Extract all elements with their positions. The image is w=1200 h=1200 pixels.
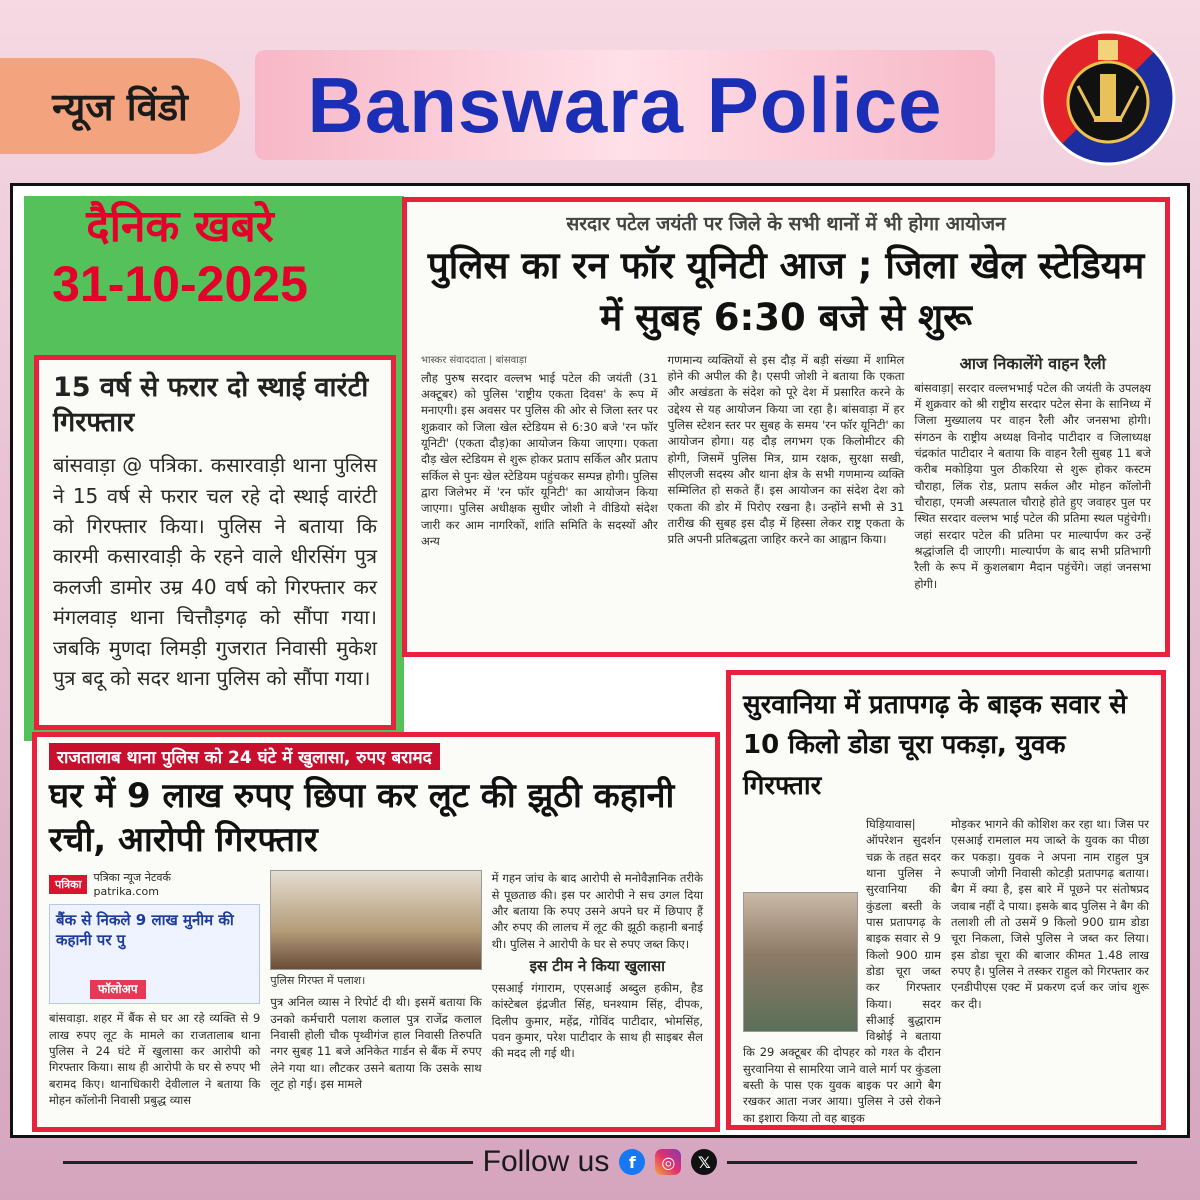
- inset-headline: बैंक से निकले 9 लाख मुनीम की कहानी पर पु: [56, 911, 234, 949]
- footer-divider-left: [63, 1161, 473, 1164]
- accused-photo: [743, 892, 858, 1032]
- clip-run-for-unity: [402, 197, 1170, 657]
- clip4-kicker: राजतालाब थाना पुलिस को 24 घंटे में खुलासा, रुपए बरामद: [49, 743, 440, 770]
- clip3-col1: घिड़ियावास| ऑपरेशन सुदर्शन चक्र के तहत सदर थाना पुलिस ने सुरवानिया की कुंडला बस्ती के पास प्रतापगढ़ के बाइक सवार से 9 किलो 900 ग्राम डोडा चूरा जब्त कर गिरफ्तार किया। सदर सीआई बुद्धाराम विश्नोई ने बताया कि 29 अक्टूबर की दोपहर को गश्त के दौरान सुरवानिया से सामरिया जाने वाले मार्ग पर कुंडला बस्ती के पास एक युवक बाइक पर आगे बैग रखकर आता नजर आया। पुलिस ने उसे रोकने का इशारा किया तो वह बाइक: [743, 816, 941, 1125]
- clip2-kicker: सरदार पटेल जयंती पर जिले के सभी थानों में भी होगा आयोजन: [566, 213, 1006, 235]
- clip3-headline: सुरवानिया में प्रतापगढ़ के बाइक सवार से 10 किलो डोडा चूरा पकड़ा, युवक गिरफ्तार: [743, 690, 1127, 801]
- news-date: 31-10-2025: [52, 256, 308, 312]
- clip-doda-chura-seizure: [726, 670, 1166, 1130]
- clip2-col1: लौह पुरुष सरदार वल्लभ भाई पटेल की जयंती (31 अक्टूबर) को पुलिस 'राष्ट्रीय एकता दिवस' के रूप में मनाएगी। इस अवसर पर पुलिस की ओर से जिला स्तर पर शुक्रवार को जिला खेल स्टेडियम से 6:30 बजे 'रन फॉर यूनिटी' (एकता दौड़)का आयोजन किया जाएगा। एकता दौड़ खेल स्टेडियम से शुरू होकर प्रताप सर्किल और प्रताप सर्किल से पुनः खेल स्टेडियम पहुंचकर सम्पन्न होगी। पुलिस द्वारा जिलेभर में 'रन फॉर यूनिटी' का आयोजन किया जाएगा। पुलिस अधीक्षक सुधीर जोशी ने वीडियो संदेश जारी कर आम नागरिकों, शांति समिति के सदस्यों और अन्य: [421, 370, 658, 548]
- followup-tag: फॉलोअप: [90, 980, 146, 1000]
- clip2-side-headline: आज निकालेंगे वाहन रैली: [959, 353, 1106, 373]
- patrika-badge: पत्रिका: [49, 875, 87, 894]
- news-window-tag: न्यूज विंडो: [0, 58, 240, 154]
- clip2-byline: भास्कर संवाददाता | बांसवाड़ा: [421, 354, 527, 366]
- x-icon[interactable]: 𝕏: [691, 1149, 717, 1175]
- follow-us-label: Follow us: [482, 1145, 610, 1178]
- daily-news-title: दैनिक खबरे: [86, 201, 274, 252]
- team-headline: इस टीम ने किया खुलासा: [529, 957, 666, 976]
- clip3-col2: मोड़कर भागने की कोशिश कर रहा था। जिस पर एसआई रामलाल मय जाब्ते के युवक का पीछा कर पकड़ा। युवक ने अपना नाम राहुल पुत्र रूपाजी जोगी निवासी कोटड़ी प्रतापगढ़ बताया। बैग में क्या है, इस बारे में पूछने पर संतोषप्रद जवाब नहीं दे पाया। इसके बाद पुलिस ने बैग की तलाशी ली तो उसमें 9 किलो 900 ग्राम डोडा चूरा निकला, जिसे पुलिस ने जब्त कर लिया। इस डोडा चूरा की बाजार कीमत 1.48 लाख रुपए है। पुलिस ने तस्कर राहुल को गिरफ्तार कर एनडीपीएस एक्ट में प्रकरण दर्ज कर जांच शुरू कर दी।: [951, 816, 1149, 1011]
- patrika-site: patrika.com: [93, 885, 159, 899]
- arrest-photo: [270, 870, 481, 970]
- facebook-icon[interactable]: f: [619, 1149, 645, 1175]
- clip1-body: बांसवाड़ा @ पत्रिका. कसारवाड़ी थाना पुलिस ने 15 वर्ष से फरार चल रहे दो स्थाई वारंटी को गिरफ्तार किया। पुलिस ने बताया कि कारमी कसारवाड़ी के रहने वाले धीरसिंग पुत्र कलजी डामोर उम्र 40 वर्ष को गिरफ्तार कर मंगलवाड़ थाना चित्तौड़गढ़ को सौंपा गया। जबकि मुणदा लिमड़ी गुजरात निवासी मुकेश पुत्र बदू को सदर थाना पुलिस को सौंपा गया।: [53, 453, 377, 690]
- date-heading: [40, 201, 320, 312]
- clip4-team: एसआई गंगाराम, एएसआई अब्दुल हकीम, हैड कांस्टेबल इंद्रजीत सिंह, घनश्याम सिंह, दीपक, दिलीप कुमार, महेंद्र, गोविंद पाटीदार, भोमसिंह, पवन कुमार, परेश पाटीदार के साथ ही साइबर सैल की मदद ली गई थी।: [491, 981, 703, 1061]
- footer-divider-right: [727, 1161, 1137, 1164]
- photo-caption: पुलिस गिरफ्त में पलाश।: [270, 974, 366, 988]
- clip2-col2: गणमान्य व्यक्तियों से इस दौड़ में बड़ी संख्या में शामिल होने की अपील की है। एसपी जोशी ने बताया कि एकता और अखंडता के संदेश को पूरे देश में प्रसारित करने के उद्देश्य से यह आयोजन किया जा रहा है। बांसवाड़ा में हर पुलिस स्टेशन स्तर पर सुबह के समय 'रन फॉर यूनिटी' का आयोजन होगा। यह दौड़ लगभग एक किलोमीटर की होगी, जिसमें पुलिस मित्र, ग्राम रक्षक, सुरक्षा सखी, सीएलजी सदस्य और थाना क्षेत्र के सभी गणमान्य व्यक्ति सम्मिलित हो सकते हैं। इस आयोजन का संदेश देश को एकता की डोर में पिरोए रखना है। उन्होंने सभी से 31 तारीख की सुबह इस दौड़ में हिस्सा लेकर राष्ट्र एकता के प्रति अपनी प्रतिबद्धता जाहिर करने का आह्वान किया।: [667, 352, 905, 547]
- clip4-headline: घर में 9 लाख रुपए छिपा कर लूट की झूठी कहानी रची, आरोपी गिरफ्तार: [49, 776, 675, 861]
- clip2-headline: पुलिस का रन फॉर यूनिटी आज ; जिला खेल स्टेडियम में सुबह 6:30 बजे से शुरू: [427, 244, 1145, 339]
- clip-fake-robbery: [32, 732, 720, 1132]
- page-title: Banswara Police: [255, 50, 995, 160]
- patrika-brand: [49, 870, 260, 898]
- clip4-col3: में गहन जांच के बाद आरोपी से मनोवैज्ञानिक तरीके से पूछताछ की। इस पर आरोपी ने सच उगल दिया और बताया कि रुपए उसने अपने घर में छिपाए हैं और रुपए की लालच में लूट की झूठी कहानी बनाई थी। पुलिस ने आरोपी के घर से रुपए जब्त किए।: [491, 871, 703, 951]
- clip1-headline: 15 वर्ष से फरार दो स्थाई वारंटी गिरफ्तार: [53, 372, 369, 439]
- clip4-col1: बांसवाड़ा. शहर में बैंक से घर आ रहे व्यक्ति से 9 लाख रुपए लूट के मामले का राजतालाब थाना पुलिस ने 24 घंटे में खुलासा कर आरोपी को गिरफ्तार किया। साथ ही आरोपी के घर से रुपए भी बरामद किए। थानाधिकारी देवीलाल ने बताया कि मोहन कॉलोनी निवासी प्रबुद्ध व्यास: [49, 1011, 261, 1108]
- instagram-icon[interactable]: ◎: [655, 1149, 681, 1175]
- patrika-network: पत्रिका न्यूज नेटवर्क: [93, 871, 171, 885]
- header: [0, 0, 1200, 180]
- clip2-col3: बांसवाड़ा| सरदार वल्लभभाई पटेल की जयंती के उपलक्ष्य में शुक्रवार को श्री राष्ट्रीय सरदार पटेल सेना के सानिध्य में जिला मुख्यालय पर वाहन रैली और जनसभा होगी। संगठन के राष्ट्रीय अध्यक्ष विनोद पाटीदार व जिलाध्यक्ष चंद्रकांत पाटीदार ने बताया कि वाहन रैली सुबह 11 बजे करीब मकोड़िया पुल ठीकरिया से शुरू होकर कस्टम चौराहा, लिंक रोड, प्रताप सर्कल और मोहन कॉलोनी चौराहा, एमजी अस्पताल चौराहे होते हुए जवाहर पुल पर स्थित सरदार वल्लभ भाई पटेल की प्रतिमा स्थल पहुंचेगी। जहां सरदार पटेल की प्रतिमा पर माल्यार्पण कर उन्हें श्रद्धांजलि दी जाएगी। माल्यार्पण के बाद सभी प्रतिभागी रैली के रूप में कुशलबाग मैदान पहुंचेंगे। जहां जनसभा होगी।: [914, 380, 1152, 591]
- followup-inset: [49, 904, 260, 1004]
- footer: [0, 1142, 1200, 1182]
- rajasthan-police-emblem-icon: [1038, 28, 1178, 168]
- clip-absconder-arrest: [34, 355, 396, 730]
- clip4-col2: पुत्र अनिल व्यास ने रिपोर्ट दी थी। इसमें बताया कि उनको कर्मचारी पलाश कलाल पुत्र राजेंद्र कलाल निवासी होली चौक पृथ्वीगंज हाल निवासी तिरुपति नगर सुबह 11 बजे अनिकेत गार्डन से बैंक में रुपए लेने गया था। लौटकर उसने बताया कि उसके साथ लूट हो गई। इस मामले: [270, 995, 482, 1092]
